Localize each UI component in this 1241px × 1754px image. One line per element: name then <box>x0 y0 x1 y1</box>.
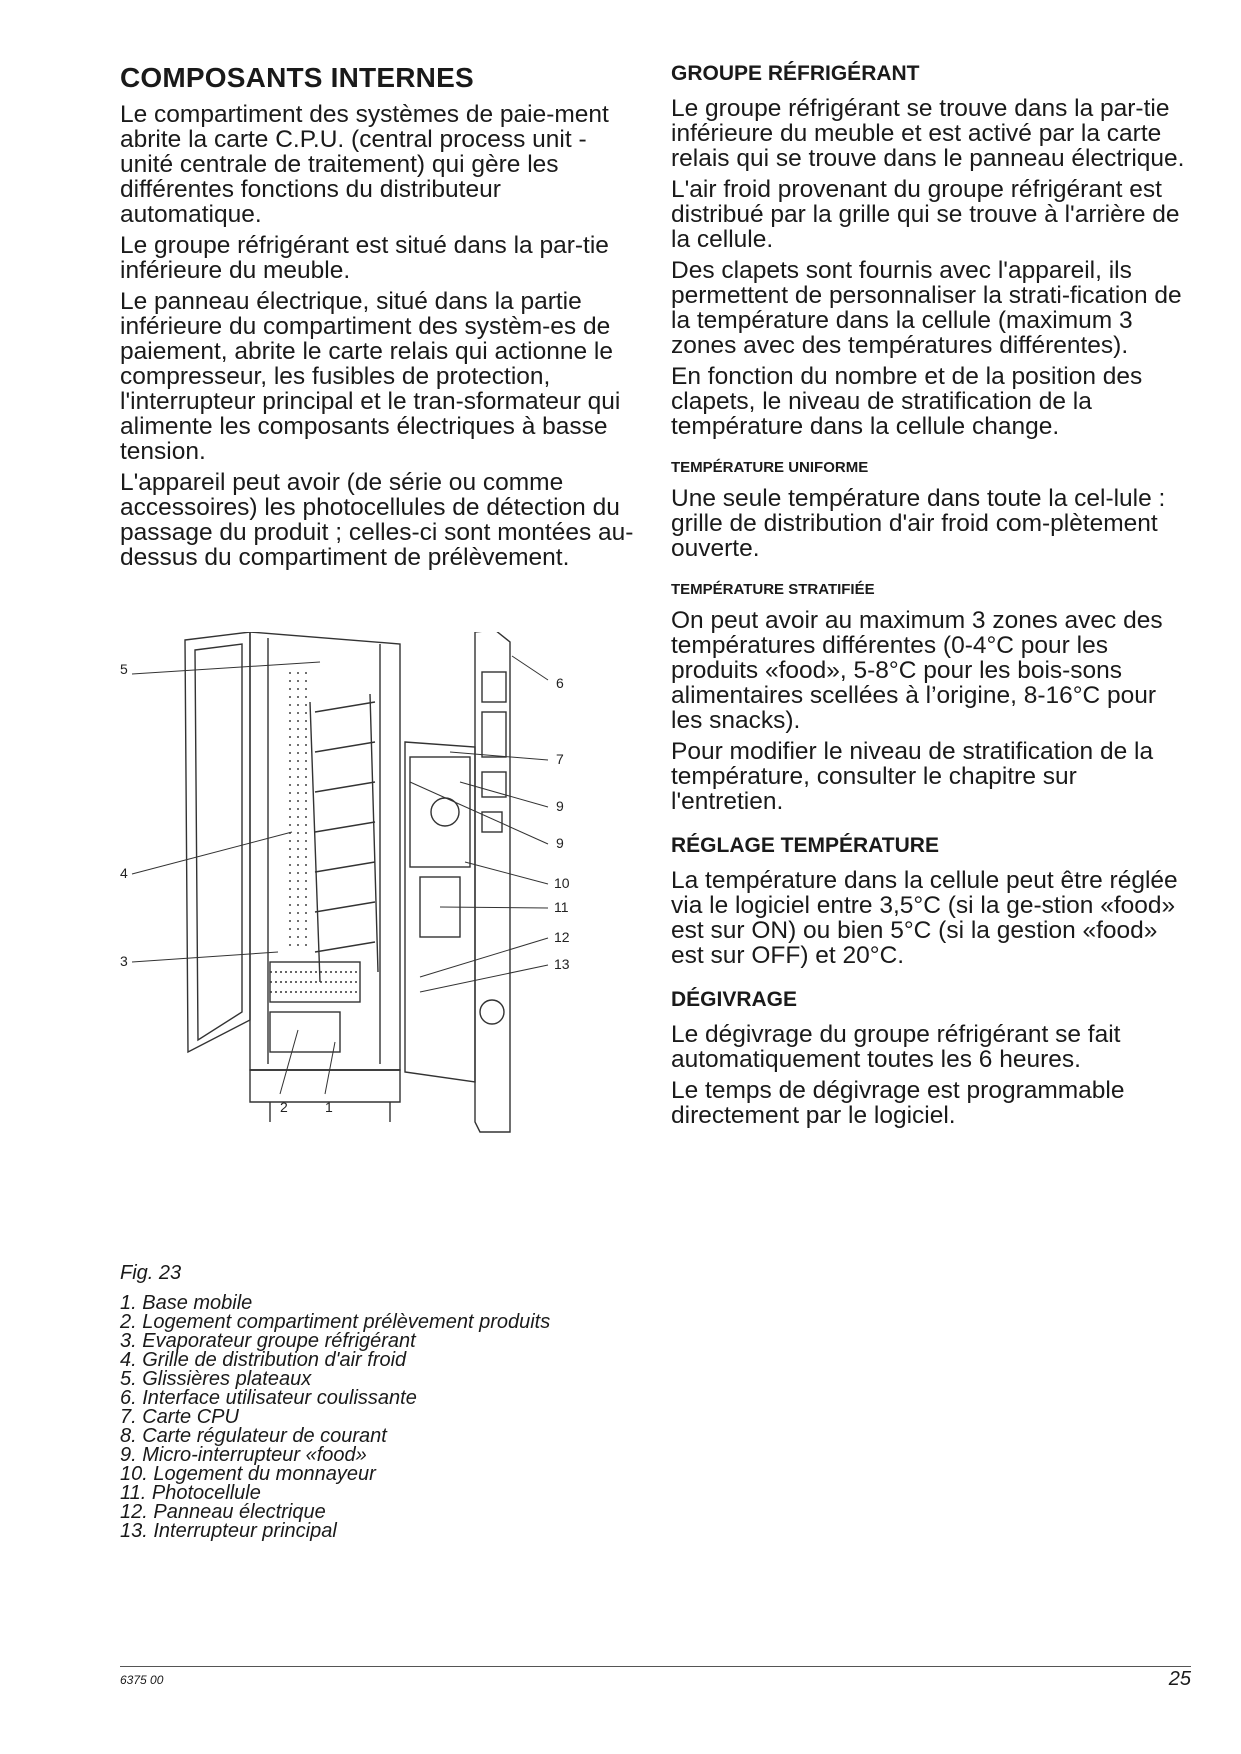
legend-item: 11. Photocellule <box>120 1482 261 1504</box>
callout-10: 10 <box>554 875 570 891</box>
page-number: 25 <box>1168 1668 1191 1690</box>
callout-9b: 9 <box>556 835 564 851</box>
footer-divider <box>120 1666 1191 1667</box>
subsection-title-uniforme: TEMPÉRATURE UNIFORME <box>671 459 869 476</box>
callout-11: 11 <box>554 899 569 915</box>
legend-item: 12. Panneau électrique <box>120 1501 326 1523</box>
legend-item: 8. Carte régulateur de courant <box>120 1425 387 1447</box>
callout-13: 13 <box>554 956 570 972</box>
machine-drawing <box>120 632 620 1252</box>
callout-7: 7 <box>556 751 564 767</box>
paragraph: Pour modifier le niveau de stratification de la température, consulter le chapitre sur l'entretien. <box>671 738 1154 815</box>
callout-2: 2 <box>280 1099 288 1115</box>
subsection-title-stratifiee: TEMPÉRATURE STRATIFIÉE <box>671 581 875 598</box>
legend-item: 1. Base mobile <box>120 1292 253 1314</box>
paragraph: Le compartiment des systèmes de paie-ment abrite la carte C.P.U. (central process unit - unité centrale de traitement) qui gère les différentes fonctions du distributeur automatique. <box>120 101 609 228</box>
left-column <box>120 62 640 576</box>
control-panel <box>475 632 510 1132</box>
paragraph: Une seule température dans toute la cel-lule : grille de distribution d'air froid com-plètement ouverte. <box>671 485 1166 562</box>
section-title-reglage: RÉGLAGE TEMPÉRATURE <box>671 834 939 857</box>
section-title-groupe: GROUPE RÉFRIGÉRANT <box>671 62 920 85</box>
document-code: 6375 00 <box>120 1673 164 1687</box>
legend-item: 9. Micro-interrupteur «food» <box>120 1444 367 1466</box>
right-column <box>671 62 1191 1134</box>
paragraph: Le groupe réfrigérant est situé dans la par-tie inférieure du meuble. <box>120 232 609 284</box>
callout-9a: 9 <box>556 798 564 814</box>
callout-3: 3 <box>120 953 128 969</box>
paragraph: La température dans la cellule peut être réglée via le logiciel entre 3,5°C (si la ge-stion «food» est sur ON) ou bien 5°C (si la gestion «food» est sur OFF) et 20°C. <box>671 867 1178 969</box>
paragraph: Le temps de dégivrage est programmable directement par le logiciel. <box>671 1077 1125 1129</box>
figure-caption: Fig. 23 <box>120 1262 182 1284</box>
paragraph: On peut avoir au maximum 3 zones avec des températures différentes (0-4°C pour les produits «food», 5-8°C pour les bois-sons alimentaires scellées à l’origine, 8-16°C pour les snacks). <box>671 607 1163 734</box>
paragraph: Le panneau électrique, situé dans la partie inférieure du compartiment des systèm-es de paiement, abrite le carte relais qui actionne le compresseur, les fusibles de protection, l'interrupteur principal et le tran-sformateur qui alimente les composants électriques à basse tension. <box>120 288 621 465</box>
legend-item: 6. Interface utilisateur coulissante <box>120 1387 417 1409</box>
section-title-composants: COMPOSANTS INTERNES <box>120 62 474 93</box>
paragraph: En fonction du nombre et de la position des clapets, le niveau de stratification de la température dans la cellule change. <box>671 363 1143 440</box>
paragraph: L'air froid provenant du groupe réfrigérant est distribué par la grille qui se trouve à l'arrière de la cellule. <box>671 176 1180 253</box>
payment-compartment <box>405 742 475 1082</box>
legend-item: 10. Logement du monnayeur <box>120 1463 376 1485</box>
paragraph: L'appareil peut avoir (de série ou comme accessoires) les photocellules de détection du passage du produit ; celles-ci sont montées au-dessus du compartiment de prélèvement. <box>120 469 634 571</box>
cabinet-body <box>250 632 400 1070</box>
paragraph: Le groupe réfrigérant se trouve dans la par-tie inférieure du meuble et est activé par la carte relais qui se trouve dans le panneau électrique. <box>671 95 1185 172</box>
machine-illustration <box>120 632 620 1252</box>
section-title-degivrage: DÉGIVRAGE <box>671 988 798 1011</box>
legend-item: 2. Logement compartiment prélèvement produits <box>120 1311 551 1333</box>
callout-1: 1 <box>325 1099 333 1115</box>
callout-4: 4 <box>120 865 128 881</box>
legend-item: 13. Interrupteur principal <box>120 1520 337 1542</box>
callout-12: 12 <box>554 929 570 945</box>
legend-item: 3. Evaporateur groupe réfrigérant <box>120 1330 416 1352</box>
legend-item: 4. Grille de distribution d'air froid <box>120 1349 407 1371</box>
callout-6: 6 <box>556 675 564 691</box>
legend-item: 5. Glissières plateaux <box>120 1368 312 1390</box>
figure-legend <box>120 1294 550 1541</box>
legend-item: 7. Carte CPU <box>120 1406 239 1428</box>
paragraph: Le dégivrage du groupe réfrigérant se fait automatiquement toutes les 6 heures. <box>671 1021 1121 1073</box>
callout-5: 5 <box>120 661 128 677</box>
paragraph: Des clapets sont fournis avec l'appareil, ils permettent de personnaliser la strati-fication de la température dans la cellule (maximum 3 zones avec des températures différentes). <box>671 257 1182 359</box>
